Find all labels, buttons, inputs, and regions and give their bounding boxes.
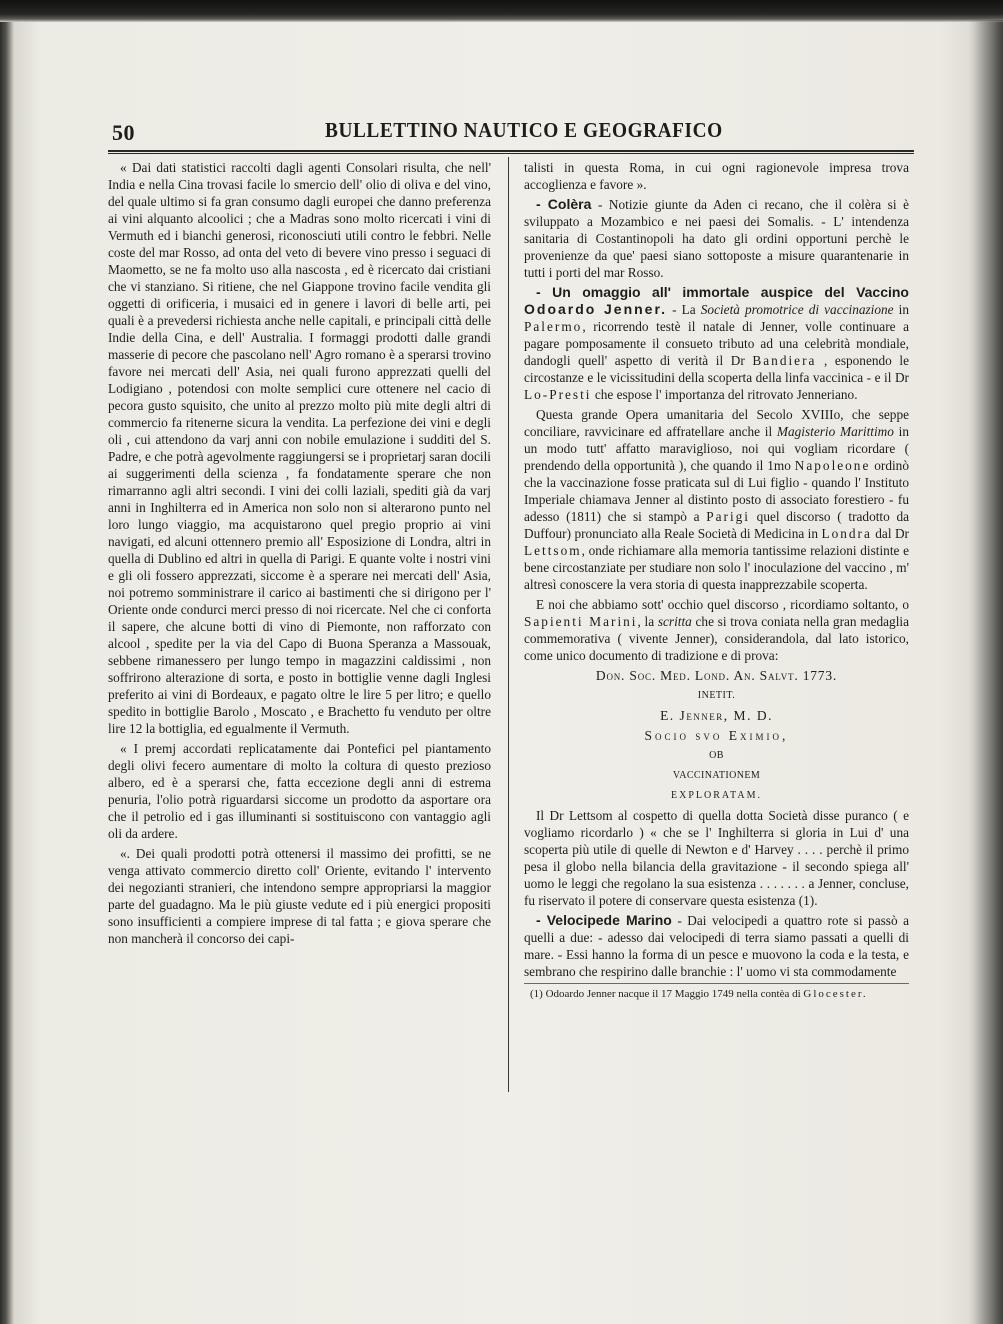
paragraph-opera: Questa grande Opera umanitaria del Secolo XVIIIo, che seppe conciliare, ravvicinare ed affratellare anche il Magisterio Marittimo in un modo tutt' affatto maraviglioso, noi qui vogliam ricordare ( prendendo della opportunità ), che quando il 1mo Napoleone ordinò che la vaccinazione fosse praticata sul di Lui figlio - quando l' Instituto Imperiale chiamava Jenner al distinto posto di associato forestiero - fu adesso (1811) che si stampò a Parigi quel discorso ( tradotto da Duffour) pronunciato alla Reale Società di Medicina in Londra dal Dr Lettsom, onde richiamare alla memoria tantissime relazioni distinte e bene circostanziate per studiare non solo l' inoculazione del vaccino , m' altresì conoscere la vera storia di questa inapprezzabile scoperta. <box>524 407 910 592</box>
footnote-rule <box>524 983 909 984</box>
inscription-line-1: Don. Soc. Med. Lond. An. Salvt. 1773. <box>595 668 838 683</box>
right-column <box>524 159 909 1001</box>
column-divider <box>508 157 509 1092</box>
section-heading-colera: - Colèra <box>536 196 592 212</box>
section-heading-omaggio: - Un omaggio all' immortale auspice del Vaccino <box>536 284 909 300</box>
section-heading-jenner: Odoardo Jenner. <box>524 301 668 317</box>
paragraph-discorso: E noi che abbiamo sott' occhio quel discorso , ricordiamo soltanto, o Sapienti Marini, la scritta che si trova coniata nella gran medaglia commemorativa ( vivente Jenner), considerandola, dal lato istorico, come unico documento di tradizione e di prova: <box>524 597 909 663</box>
inscription-line-6: VACCINATIONEM <box>672 770 761 781</box>
paragraph-velocipede: - Velocipede Marino - Dai velocipedi a quattro rote si passò a quelli a due: - adesso dai velocipedi di terra siamo passati a quelli di mare. - Essi hanno la forma di un pesce e muovono la coda e la testa, e sembrano che respirino dalle branchie : l' uomo vi sta commodamente <box>524 912 910 979</box>
left-column <box>108 159 491 947</box>
paragraph-colera: - Colèra - Notizie giunte da Aden ci recano, che il colèra si è sviluppato a Mozambico e nei paesi dei Somalis. - L' intendenza sanitaria di Costantinopoli ha dato gli ordini opportuni perchè le provenienze da que' paesi siano sottoposte a misure quarantenarie in tutti i porti del mar Rosso. <box>524 196 910 280</box>
paragraph-continuation: talisti in questa Roma, in cui ogni ragionevole impresa trova accoglienza e favore ». <box>524 160 909 192</box>
paragraph-profits: «. Dei quali prodotti potrà ottenersi il massimo dei profitti, se ne venga attivato commercio diretto coll' Oriente, evitando l' intervento dei negozianti stranieri, che intendono sempre appropriarsi la maggior parte del guadagno. Ma le più giuste vedute ed i più energici propositi sono insufficienti a compiere imprese di tal fatta ; e giova sperare che non mancherà il concorso dei capi- <box>108 846 491 946</box>
section-heading-velocipede: - Velocipede Marino <box>536 912 672 928</box>
paragraph-statistics: « Dai dati statistici raccolti dagli agenti Consolari risulta, che nell' India e nella Cina trovasi facile lo smercio dell' olio di oliva e del vino, del quale ultimo si fa gran consumo dagli europei che danno preferenza ai vini alquanto alcoolici ; che a Madras sono molto ricercati i vini di Vermuth ed i bianchi generosi, riconosciuti utili contro le febbri. Nelle coste del mar Rosso, ad onta del veto di bevere vino presso i seguaci di Maometto, se ne fa molto uso alla nascosta , ed è ricercato dai cristiani che vi stanziano. Si ritiene, che nel Giappone trovino facile vendita gli oggetti di orificeria, i musaici ed in genere i lavori di belle arti, pei quali è a prevedersi richiesta anche nelle capitali, e principali città delle Indie della Cina, e dell' Australia. I formaggi prodotti dalle grandi masserie di pecore che pascolano nell' Agro romano è a sperarsi trovino favore nei mercati dell' Asia, nei quali furono apprezzati quelli del Lodigiano , potendosi con molte semplici cure ottenere nel cacio di pecora gusto squisito, che unito al prezzo molto più mite degli altri di commercio fa ritenerne sicura la vendita. La perfezione dei vini e degli oli , cui attendono da varj anni con nobile emulazione i sudditi del S. Padre, e che potrà agevolmente raggiungersi se i proprietarj saran docili ai suggerimenti della scienza , fa fondatamente sperare che non rimarranno agli altri secondi. I vini dei colli laziali, spediti già da varj anni in Inghilterra ed in America non solo non si alterarono punto nel loro lungo viaggio, ma acquistarono quel pregio proprio ai vini navigati, ed alcuni ottennero premio all' Esposizione di Londra, altri in quella di Dublino ed altri in quella di Parigi. E quante volte i nostri vini e gli oli fossero apprezzati, siccome è a sperare nei mercati dell' Asia, noi potremo somministrare il carico ai bastimenti che si dirigono per l' Oriente onde condurci merci presso di noi ricercate. Nel che ci conforta il sapere, che alcune botti di vino di Piemonte, non rafforzato con alcool , spedite per la via del Capo di Buona Speranza a Massouak, sebbene rimanessero per lungo tempo in magazzini caldissimi , non soffrirono alterazione di sorta, e posto in bottiglie venne dagli Inglesi preferito ai vini di Bordeaux, e pagato oltre le lire 5 per litro; e quello spedito in bottiglie Barolo , Moscato , e Brachetto fu venduto per oltre lire 12 la bottiglia, ed egualmente il Vermuth. <box>108 160 491 736</box>
page-number: 50 <box>112 120 135 145</box>
running-title: BULLETTINO NAUTICO E GEOGRAFICO <box>325 118 723 142</box>
inscription-line-3: E. Jenner, M. D. <box>660 708 773 723</box>
inscription-line-2: INETIT. <box>697 690 736 701</box>
inscription-line-4: Socio svo Eximio, <box>644 728 789 743</box>
header-rule <box>108 150 914 154</box>
paragraph-omaggio: - Un omaggio all' immortale auspice del Vaccino Odoardo Jenner. - La Società promotrice di vaccinazione in Palermo, ricorrendo testè il natale di Jenner, volle continuare a pagare pomposamente il consueto tributo ad una celebrità mondiale, dandogli quell' aspetto di verità il Dr Bandiera , esponendo le circostanze e le vicissitudini della scoperta della linfa vaccinica - e il Dr Lo-Presti che espose l' importanza del ritrovato Jenneriano. <box>524 284 910 402</box>
inscription-line-7: EXPLORATAM. <box>671 790 762 801</box>
inscription-line-5: OB <box>709 750 724 761</box>
footnote: (1) Odoardo Jenner nacque il 17 Maggio 1749 nella contèa di Glocester. <box>530 988 868 1000</box>
paragraph-lettsom: Il Dr Lettsom al cospetto di quella dotta Società disse puranco ( e vogliamo ricordarlo ) « che se l' Inghilterra si gloria in Lui d' una scoperta più utile di quelle di Newton e d' Harvey . . . . perchè il primo pesa il globo nella bilancia della gravitazione - il secondo spiega all' uomo le leggi che regolano la sua esistenza . . . . . . . a Jenner, concluse, fu riservato il potere di conservare questa esistenza (1). <box>524 808 909 908</box>
paragraph-olive-premiums: « I premj accordati replicatamente dai Pontefici pel piantamento degli olivi fecero aumentare di molto la coltura di questo prezioso albero, ed è a sperarsi che, fatta eccezione degli anni di estrema penuria, l'olio potrà riguardarsi siccome un prodotto da asportare ora che il petrolio ed i gas illuminanti si sostituiscono con vantaggio agli oli da ardere. <box>108 741 491 841</box>
